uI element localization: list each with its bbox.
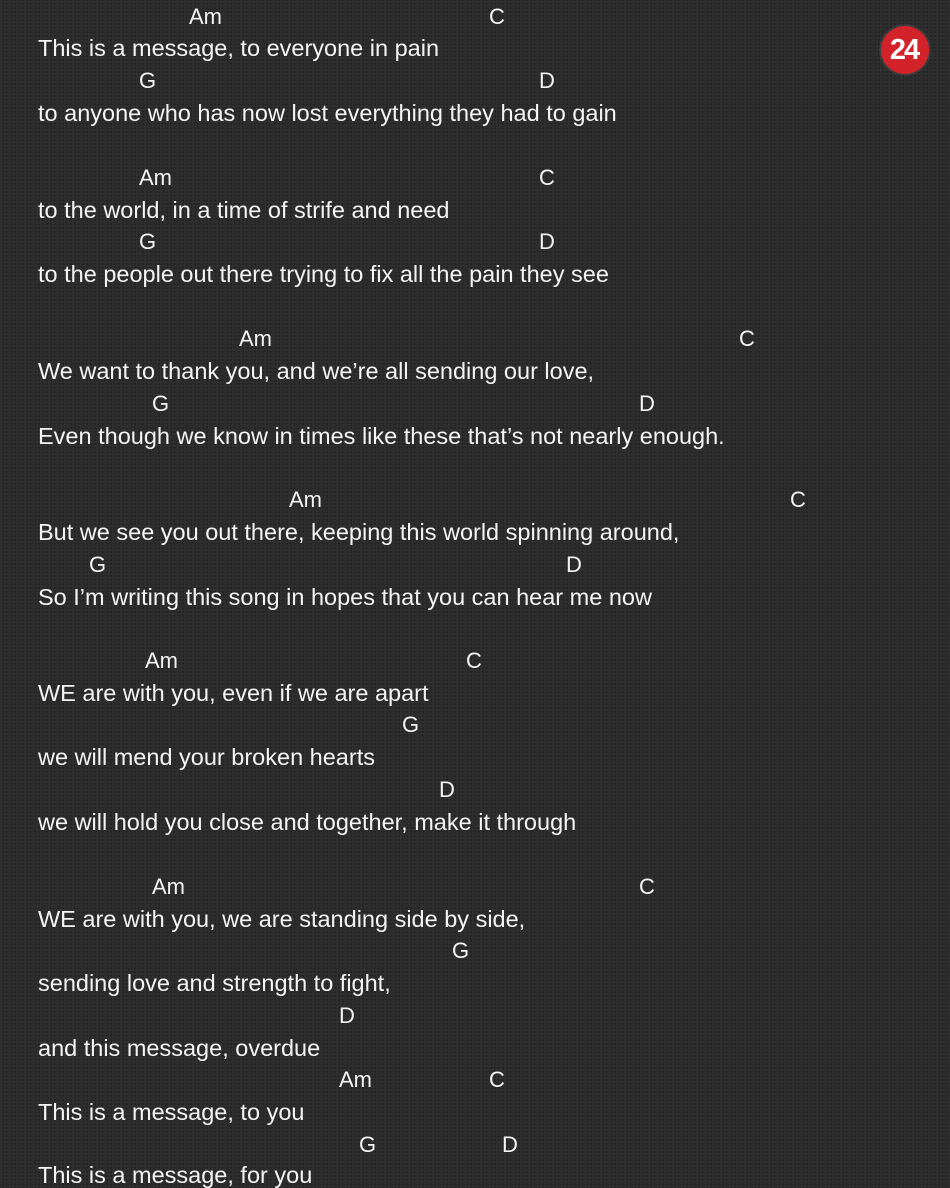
chord: D bbox=[539, 68, 555, 93]
chord: D bbox=[539, 229, 555, 254]
chord: G bbox=[452, 938, 470, 963]
lyric-line: sending love and strength to fight, bbox=[38, 970, 391, 996]
chord: Am bbox=[189, 4, 222, 29]
channel-logo-text: 24 bbox=[889, 33, 919, 66]
chord: C bbox=[489, 4, 505, 29]
lyric-line: to the world, in a time of strife and need bbox=[38, 197, 450, 223]
chord: D bbox=[639, 391, 655, 416]
chord: G bbox=[152, 391, 170, 416]
chord: G bbox=[402, 712, 420, 737]
chord: C bbox=[466, 648, 482, 673]
chord: C bbox=[790, 487, 806, 512]
lyric-line: to anyone who has now lost everything they had to gain bbox=[38, 100, 617, 126]
chord: Am bbox=[145, 648, 178, 673]
chord: C bbox=[739, 326, 755, 351]
chord: G bbox=[139, 229, 157, 254]
chord: G bbox=[139, 68, 157, 93]
chord: C bbox=[489, 1067, 505, 1092]
chord: D bbox=[502, 1132, 518, 1157]
channel-logo-badge bbox=[881, 26, 929, 74]
lyric-line: we will hold you close and together, make it through bbox=[38, 809, 577, 835]
chord: Am bbox=[139, 165, 172, 190]
chord: C bbox=[639, 874, 655, 899]
lyric-line: and this message, overdue bbox=[38, 1035, 321, 1061]
chord: C bbox=[539, 165, 555, 190]
chord: Am bbox=[339, 1067, 372, 1092]
lyric-line: So I’m writing this song in hopes that you can hear me now bbox=[38, 584, 652, 610]
chord: D bbox=[339, 1003, 355, 1028]
lyric-line: We want to thank you, and we’re all sending our love, bbox=[38, 358, 595, 384]
lyric-line: to the people out there trying to fix all the pain they see bbox=[38, 261, 609, 287]
lyric-line: But we see you out there, keeping this world spinning around, bbox=[38, 519, 680, 545]
lyric-line: This is a message, to you bbox=[38, 1099, 305, 1125]
lyric-line: Even though we know in times like these that’s not nearly enough. bbox=[38, 423, 725, 449]
lyric-line: WE are with you, even if we are apart bbox=[38, 680, 429, 706]
chord: D bbox=[439, 777, 455, 802]
chord: D bbox=[566, 552, 582, 577]
lyric-line: This is a message, to everyone in pain bbox=[38, 35, 440, 61]
chord: Am bbox=[152, 874, 185, 899]
lyric-line: WE are with you, we are standing side by side, bbox=[38, 906, 526, 932]
chord: G bbox=[89, 552, 107, 577]
lyric-line: This is a message, for you bbox=[38, 1162, 313, 1188]
lyric-line: we will mend your broken hearts bbox=[38, 744, 375, 770]
chord: G bbox=[359, 1132, 377, 1157]
chord: Am bbox=[239, 326, 272, 351]
chord: Am bbox=[289, 487, 322, 512]
